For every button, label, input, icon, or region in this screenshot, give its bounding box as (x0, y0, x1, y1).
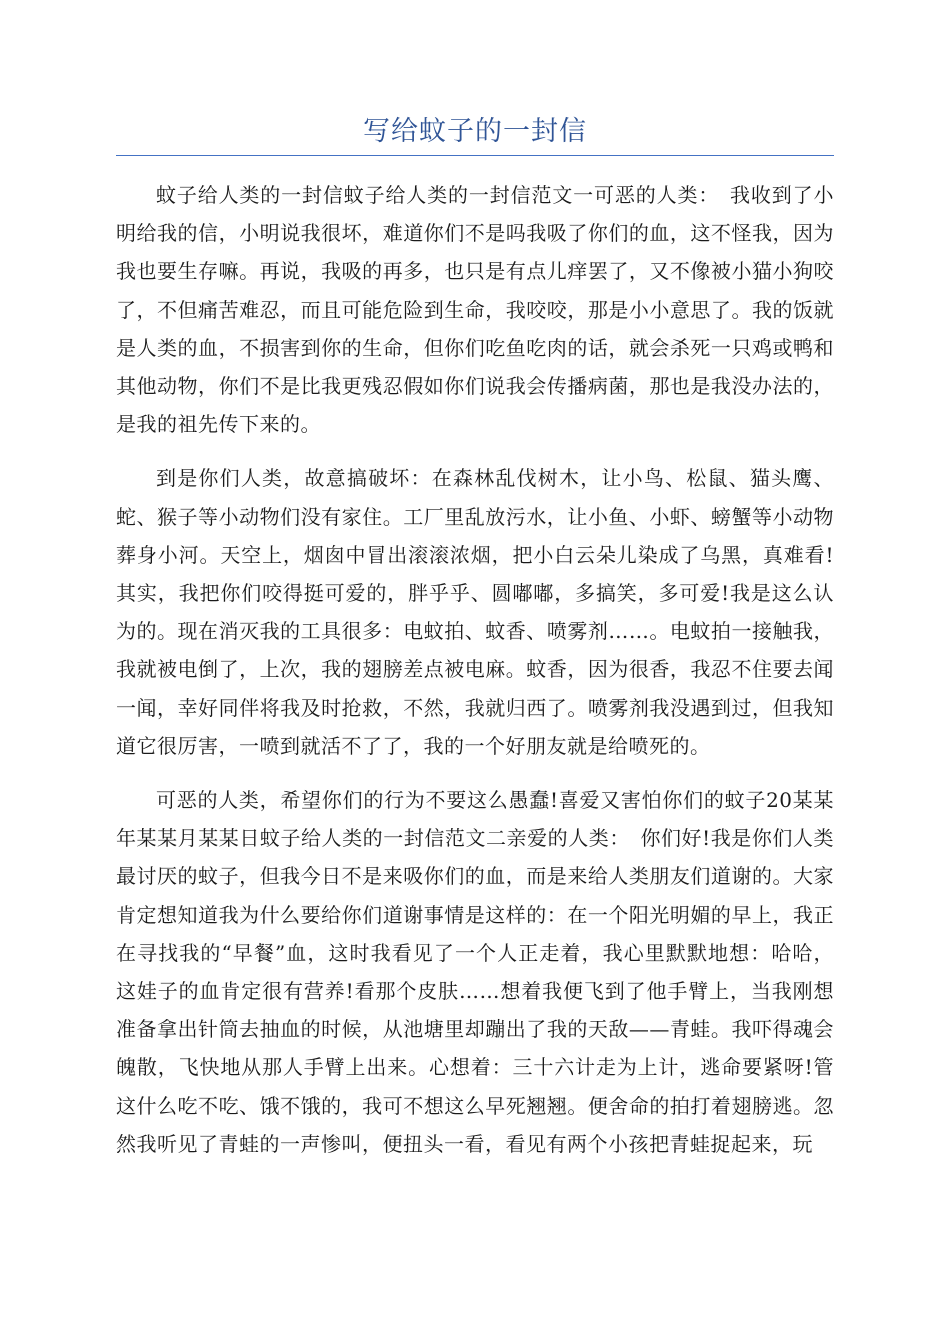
document-title: 写给蚊子的一封信 (363, 116, 587, 147)
paragraph-3: 可恶的人类，希望你们的行为不要这么愚蠢!喜爱又害怕你们的蚊子20某某年某某月某某日蚊子给人类的一封信范文二亲爱的人类： 你们好!我是你们人类最讨厌的蚊子，但我今日不是来吸你们的血，而是来给人类朋友们道谢的。大家肯定想知道我为什么要给你们道谢事情是这样的：在一个阳光明媚的早上，我正在寻找我的“早餐”血，这时我看见了一个人正走着，我心里默默地想：哈哈，这娃子的血肯定很有营养!看那个皮肤……想着我便飞到了他手臂上，当我刚想准备拿出针筒去抽血的时候，从池塘里却蹦出了我的天敌——青蛙。我吓得魂会魄散，飞快地从那人手臂上出来。心想着：三十六计走为上计，逃命要紧呀!管这什么吃不吃、饿不饿的，我可不想这么早死翘翘。便舍命的拍打着翅膀逃。忽然我听见了青蛙的一声惨叫，便扭头一看，看见有两个小孩把青蛙捉起来，玩 (116, 788, 834, 1156)
paragraph-1: 蚊子给人类的一封信蚊子给人类的一封信范文一可恶的人类： 我收到了小明给我的信，小明说我很坏，难道你们不是吗我吸了你们的血，这不怪我，因为我也要生存嘛。再说，我吸的再多，也只是有点儿痒罢了，又不像被小猫小狗咬了，不但痛苦难忍，而且可能危险到生命，我咬咬，那是小小意思了。我的饭就是人类的血，不损害到你的生命，但你们吃鱼吃肉的话，就会杀死一只鸡或鸭和其他动物，你们不是比我更残忍假如你们说我会传播病菌，那也是我没办法的，是我的祖先传下来的。 (116, 183, 834, 437)
document-body (116, 176, 834, 1179)
title-underline (116, 155, 834, 156)
paragraph-2: 到是你们人类，故意搞破坏：在森林乱伐树木，让小鸟、松鼠、猫头鹰、蛇、猴子等小动物们没有家住。工厂里乱放污水，让小鱼、小虾、螃蟹等小动物葬身小河。天空上，烟囱中冒出滚滚浓烟，把小白云朵儿染成了乌黑，真难看!其实，我把你们咬得挺可爱的，胖乎乎、圆嘟嘟，多搞笑，多可爱!我是这么认为的。现在消灭我的工具很多：电蚊拍、蚊香、喷雾剂……。电蚊拍一接触我，我就被电倒了，上次，我的翅膀差点被电麻。蚊香，因为很香，我忍不住要去闻一闻，幸好同伴将我及时抢救，不然，我就归西了。喷雾剂我没遇到过，但我知道它很厉害，一喷到就活不了了，我的一个好朋友就是给喷死的。 (116, 466, 834, 758)
